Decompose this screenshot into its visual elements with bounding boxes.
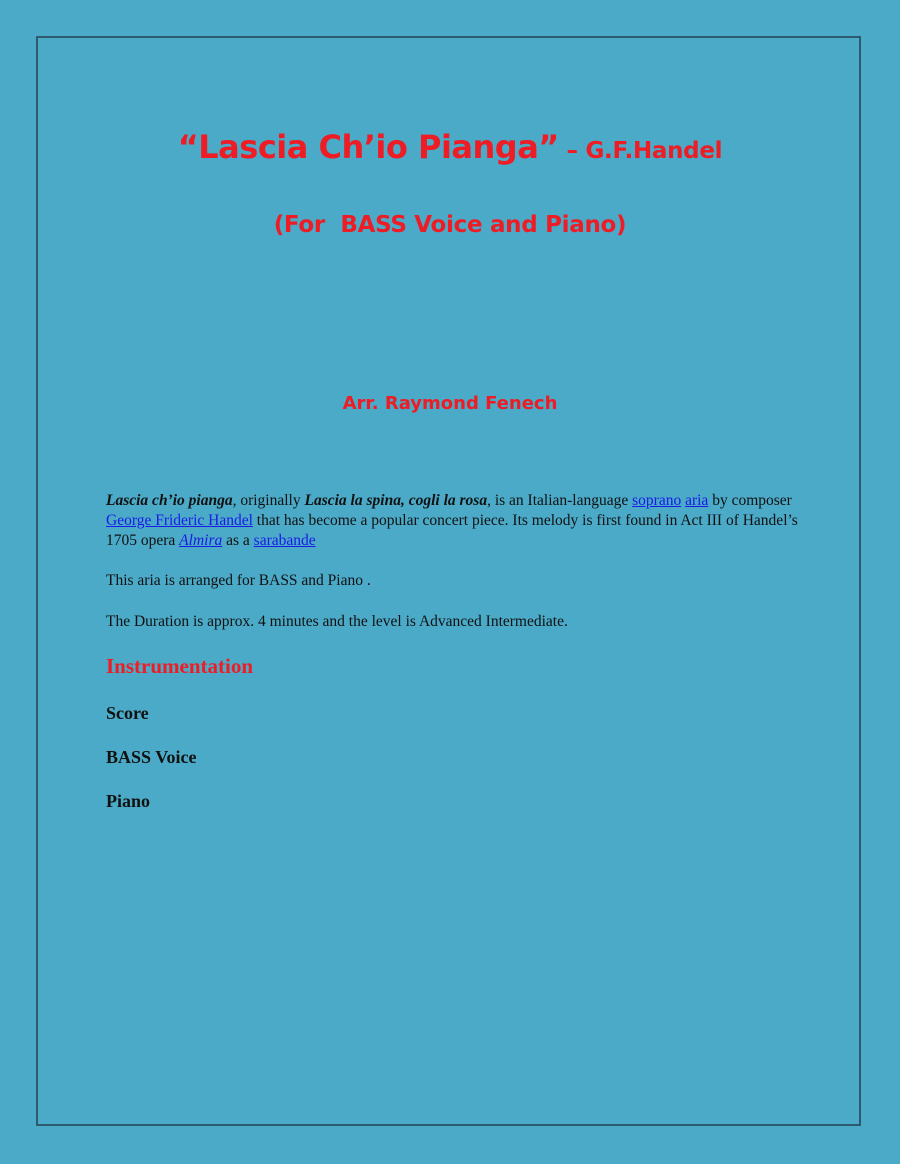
instrument-item-bass-voice: BASS Voice [106, 747, 197, 767]
original-title: Lascia la spina, cogli la rosa [304, 492, 488, 509]
document-subtitle: (For BASS Voice and Piano) [273, 212, 627, 238]
instrumentation-heading: Instrumentation [106, 654, 254, 678]
link-aria[interactable]: aria [685, 492, 709, 509]
document-title [0, 128, 900, 166]
title-composer [559, 138, 722, 164]
link-soprano[interactable]: soprano [632, 492, 682, 509]
desc-text-1: , originally [232, 492, 305, 509]
instrument-item-score: Score [106, 703, 149, 723]
instrument-item-piano: Piano [106, 791, 151, 811]
arranger-credit: Arr. Raymond Fenech [342, 393, 558, 414]
arranged-note: This aria is arranged for BASS and Piano . [106, 572, 371, 589]
desc-text-3: by composer [708, 492, 792, 509]
desc-text-2: , is an Italian-language [487, 492, 633, 509]
desc-text-5: as a [222, 532, 254, 549]
link-almira[interactable] [179, 532, 222, 549]
work-title: Lascia ch’io pianga [106, 492, 233, 509]
duration-note: The Duration is approx. 4 minutes and the level is Advanced Intermediate. [106, 613, 568, 630]
link-sarabande[interactable]: sarabande [253, 532, 316, 549]
description-paragraph [106, 491, 806, 551]
composer-text: – G.F.Handel [566, 138, 723, 164]
link-handel[interactable]: George Frideric Handel [106, 512, 253, 529]
link-almira-text: Almira [179, 532, 223, 549]
title-main: “Lascia Ch’io Pianga” [177, 128, 559, 166]
desc-text-4: that has become a popular concert piece. Its melody is first found in Act III of Handel’s 1705 opera [106, 512, 798, 549]
